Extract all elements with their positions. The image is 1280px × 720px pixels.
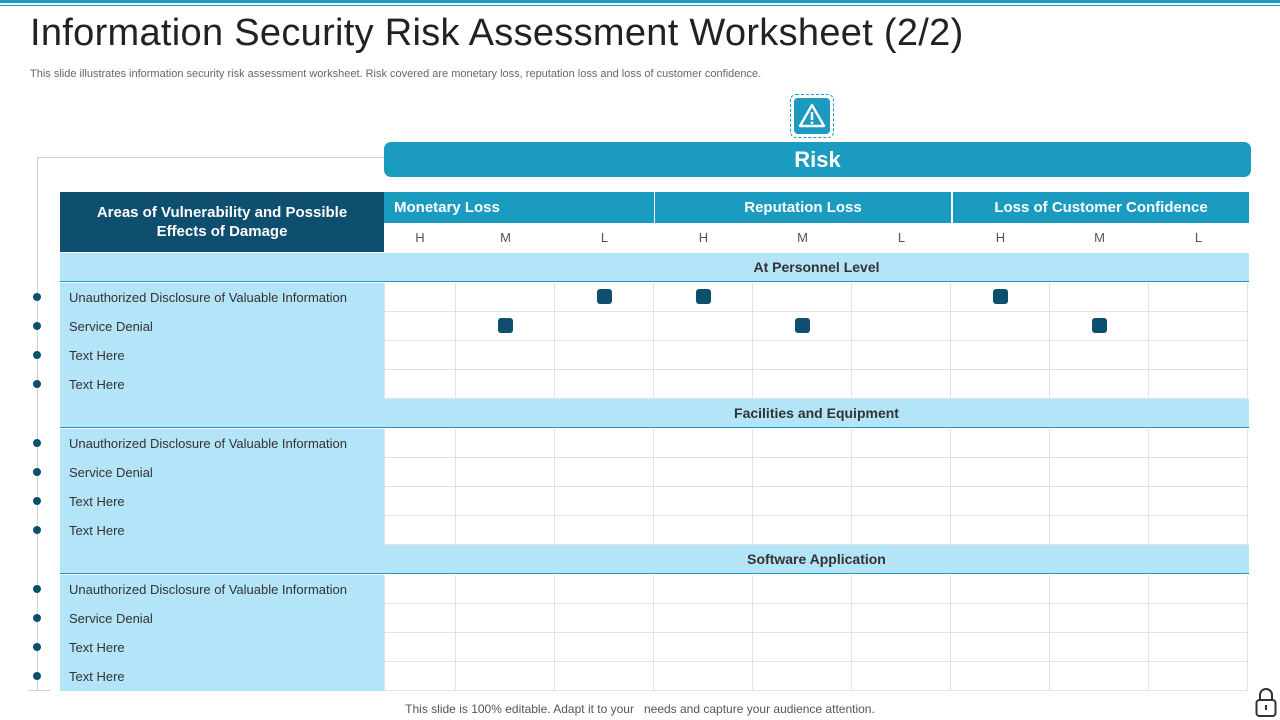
rating-cell[interactable] bbox=[951, 575, 1050, 604]
rating-cell[interactable] bbox=[654, 516, 753, 545]
rating-cell[interactable] bbox=[951, 633, 1050, 662]
rating-cell[interactable] bbox=[852, 604, 951, 633]
rating-cell[interactable] bbox=[1149, 283, 1248, 312]
rating-cell[interactable] bbox=[456, 458, 555, 487]
rating-cell[interactable] bbox=[753, 604, 852, 633]
rating-cell[interactable] bbox=[753, 312, 852, 341]
rating-cell[interactable] bbox=[753, 575, 852, 604]
rating-cell[interactable] bbox=[951, 487, 1050, 516]
rating-cell[interactable] bbox=[1149, 516, 1248, 545]
rating-cell[interactable] bbox=[1149, 604, 1248, 633]
row-label: Service Denial bbox=[60, 312, 384, 341]
rating-cell[interactable] bbox=[1050, 487, 1149, 516]
rating-cell[interactable] bbox=[852, 662, 951, 691]
bullet-dot bbox=[33, 526, 41, 534]
rating-cell[interactable] bbox=[654, 341, 753, 370]
rating-cell[interactable] bbox=[852, 633, 951, 662]
rating-cell[interactable] bbox=[852, 312, 951, 341]
rating-cell[interactable] bbox=[852, 370, 951, 399]
row-label: Text Here bbox=[60, 370, 384, 399]
bullet-dot bbox=[33, 614, 41, 622]
rating-cell[interactable] bbox=[852, 458, 951, 487]
rating-cell[interactable] bbox=[852, 516, 951, 545]
rating-cell[interactable] bbox=[555, 312, 654, 341]
bullet-dot bbox=[33, 497, 41, 505]
rating-cell[interactable] bbox=[1050, 370, 1149, 399]
rating-cell[interactable] bbox=[852, 575, 951, 604]
bullet-dot bbox=[33, 380, 41, 388]
bullet-dot bbox=[33, 439, 41, 447]
level-label: L bbox=[852, 223, 951, 252]
rating-cell[interactable] bbox=[951, 516, 1050, 545]
rating-cell[interactable] bbox=[1149, 458, 1248, 487]
risk-header-bar: Risk bbox=[384, 142, 1251, 177]
section-header: Facilities and Equipment bbox=[60, 399, 1249, 428]
rating-cell[interactable] bbox=[852, 283, 951, 312]
level-label: H bbox=[384, 223, 456, 252]
level-label: L bbox=[555, 223, 654, 252]
rating-cell[interactable] bbox=[384, 458, 456, 487]
rating-cell[interactable] bbox=[456, 283, 555, 312]
rating-cell[interactable] bbox=[1149, 341, 1248, 370]
row-label: Unauthorized Disclosure of Valuable Information bbox=[60, 283, 384, 312]
bullet-dot bbox=[33, 585, 41, 593]
rating-cell[interactable] bbox=[951, 458, 1050, 487]
rating-cell[interactable] bbox=[456, 312, 555, 341]
rating-cell[interactable] bbox=[555, 516, 654, 545]
rating-cell[interactable] bbox=[1050, 633, 1149, 662]
risk-marker bbox=[993, 289, 1008, 304]
lock-icon bbox=[1254, 686, 1278, 718]
rating-cell[interactable] bbox=[384, 312, 456, 341]
rating-cell[interactable] bbox=[1050, 662, 1149, 691]
rating-cell[interactable] bbox=[456, 633, 555, 662]
page-subtitle: This slide illustrates information security risk assessment worksheet. Risk covered are monetary loss, reputation loss and loss of customer confidence. bbox=[30, 68, 762, 80]
rating-cell[interactable] bbox=[654, 370, 753, 399]
rating-cell[interactable] bbox=[1050, 458, 1149, 487]
bullet-dot bbox=[33, 672, 41, 680]
level-label: M bbox=[753, 223, 852, 252]
rating-cell[interactable] bbox=[852, 429, 951, 458]
rating-cell[interactable] bbox=[384, 487, 456, 516]
rating-cell[interactable] bbox=[456, 429, 555, 458]
row-label: Unauthorized Disclosure of Valuable Information bbox=[60, 429, 384, 458]
rating-cell[interactable] bbox=[555, 341, 654, 370]
category-header: Reputation Loss bbox=[654, 192, 951, 223]
rating-cell[interactable] bbox=[1149, 312, 1248, 341]
rating-cell[interactable] bbox=[1149, 370, 1248, 399]
rating-cell[interactable] bbox=[654, 429, 753, 458]
frame-line-bottom bbox=[28, 690, 50, 691]
rating-cell[interactable] bbox=[555, 283, 654, 312]
row-label: Text Here bbox=[60, 516, 384, 545]
rating-cell[interactable] bbox=[654, 575, 753, 604]
risk-marker bbox=[498, 318, 513, 333]
rating-cell[interactable] bbox=[1149, 429, 1248, 458]
row-label: Text Here bbox=[60, 487, 384, 516]
rating-cell[interactable] bbox=[753, 516, 852, 545]
rating-cell[interactable] bbox=[456, 575, 555, 604]
rating-cell[interactable] bbox=[555, 633, 654, 662]
rating-cell[interactable] bbox=[753, 487, 852, 516]
rating-cell[interactable] bbox=[753, 429, 852, 458]
page-title: Information Security Risk Assessment Worksheet (2/2) bbox=[30, 12, 964, 54]
risk-marker bbox=[795, 318, 810, 333]
category-header: Loss of Customer Confidence bbox=[952, 192, 1249, 223]
rating-cell[interactable] bbox=[951, 341, 1050, 370]
frame-line-vertical bbox=[37, 157, 38, 691]
rating-cell[interactable] bbox=[555, 662, 654, 691]
rating-cell[interactable] bbox=[753, 370, 852, 399]
rating-cell[interactable] bbox=[852, 487, 951, 516]
rating-cell[interactable] bbox=[951, 312, 1050, 341]
rating-cell[interactable] bbox=[1050, 516, 1149, 545]
category-header: Monetary Loss bbox=[384, 192, 654, 223]
rating-cell[interactable] bbox=[1149, 575, 1248, 604]
rating-cell[interactable] bbox=[753, 341, 852, 370]
rating-cell[interactable] bbox=[753, 458, 852, 487]
frame-line-horizontal bbox=[37, 157, 384, 158]
bullet-dot bbox=[33, 293, 41, 301]
rating-cell[interactable] bbox=[384, 662, 456, 691]
rating-cell[interactable] bbox=[555, 604, 654, 633]
rating-cell[interactable] bbox=[555, 429, 654, 458]
row-label: Service Denial bbox=[60, 604, 384, 633]
rating-cell[interactable] bbox=[654, 283, 753, 312]
rating-cell[interactable] bbox=[852, 341, 951, 370]
rating-cell[interactable] bbox=[384, 633, 456, 662]
rating-cell[interactable] bbox=[1050, 429, 1149, 458]
rating-cell[interactable] bbox=[654, 662, 753, 691]
section-header: Software Application bbox=[60, 545, 1249, 574]
bullet-dot bbox=[33, 322, 41, 330]
rating-cell[interactable] bbox=[1050, 312, 1149, 341]
bullet-dot bbox=[33, 643, 41, 651]
rating-cell[interactable] bbox=[456, 516, 555, 545]
rating-cell[interactable] bbox=[1050, 575, 1149, 604]
rating-cell[interactable] bbox=[384, 341, 456, 370]
rating-cell[interactable] bbox=[753, 662, 852, 691]
rating-cell[interactable] bbox=[1149, 662, 1248, 691]
rating-cell[interactable] bbox=[753, 283, 852, 312]
rating-cell[interactable] bbox=[456, 341, 555, 370]
rating-cell[interactable] bbox=[1050, 604, 1149, 633]
rating-cell[interactable] bbox=[384, 370, 456, 399]
rating-cell[interactable] bbox=[654, 312, 753, 341]
rating-cell[interactable] bbox=[384, 575, 456, 604]
rating-cell[interactable] bbox=[456, 487, 555, 516]
rating-cell[interactable] bbox=[1149, 633, 1248, 662]
row-label: Text Here bbox=[60, 341, 384, 370]
top-accent-line-thin bbox=[0, 5, 1280, 6]
rating-cell[interactable] bbox=[555, 575, 654, 604]
level-label: H bbox=[654, 223, 753, 252]
rating-cell[interactable] bbox=[1149, 487, 1248, 516]
rating-cell[interactable] bbox=[654, 604, 753, 633]
rating-cell[interactable] bbox=[654, 633, 753, 662]
rating-cell[interactable] bbox=[1050, 341, 1149, 370]
level-label: M bbox=[456, 223, 555, 252]
row-label: Text Here bbox=[60, 662, 384, 691]
top-accent-line bbox=[0, 0, 1280, 3]
risk-marker bbox=[597, 289, 612, 304]
level-label: M bbox=[1050, 223, 1149, 252]
rating-cell[interactable] bbox=[654, 487, 753, 516]
rating-cell[interactable] bbox=[951, 283, 1050, 312]
rating-cell[interactable] bbox=[384, 429, 456, 458]
rating-cell[interactable] bbox=[555, 458, 654, 487]
rating-cell[interactable] bbox=[384, 283, 456, 312]
rating-cell[interactable] bbox=[1050, 283, 1149, 312]
row-label: Service Denial bbox=[60, 458, 384, 487]
row-label: Text Here bbox=[60, 633, 384, 662]
rating-cell[interactable] bbox=[384, 516, 456, 545]
section-header: At Personnel Level bbox=[60, 253, 1249, 282]
warning-triangle-icon bbox=[790, 94, 834, 138]
rating-cell[interactable] bbox=[951, 604, 1050, 633]
row-label: Unauthorized Disclosure of Valuable Information bbox=[60, 575, 384, 604]
rating-cell[interactable] bbox=[951, 429, 1050, 458]
risk-marker bbox=[696, 289, 711, 304]
rating-cell[interactable] bbox=[951, 662, 1050, 691]
areas-header: Areas of Vulnerability and Possible Effects of Damage bbox=[60, 192, 384, 252]
risk-marker bbox=[1092, 318, 1107, 333]
rating-cell[interactable] bbox=[555, 370, 654, 399]
rating-cell[interactable] bbox=[654, 458, 753, 487]
bullet-dot bbox=[33, 351, 41, 359]
level-label: H bbox=[951, 223, 1050, 252]
rating-cell[interactable] bbox=[951, 370, 1050, 399]
rating-cell[interactable] bbox=[456, 662, 555, 691]
rating-cell[interactable] bbox=[456, 370, 555, 399]
rating-cell[interactable] bbox=[753, 633, 852, 662]
footer-note: This slide is 100% editable. Adapt it to your needs and capture your audience attention. bbox=[405, 702, 875, 716]
level-label: L bbox=[1149, 223, 1248, 252]
rating-cell[interactable] bbox=[384, 604, 456, 633]
rating-cell[interactable] bbox=[555, 487, 654, 516]
bullet-dot bbox=[33, 468, 41, 476]
rating-cell[interactable] bbox=[456, 604, 555, 633]
